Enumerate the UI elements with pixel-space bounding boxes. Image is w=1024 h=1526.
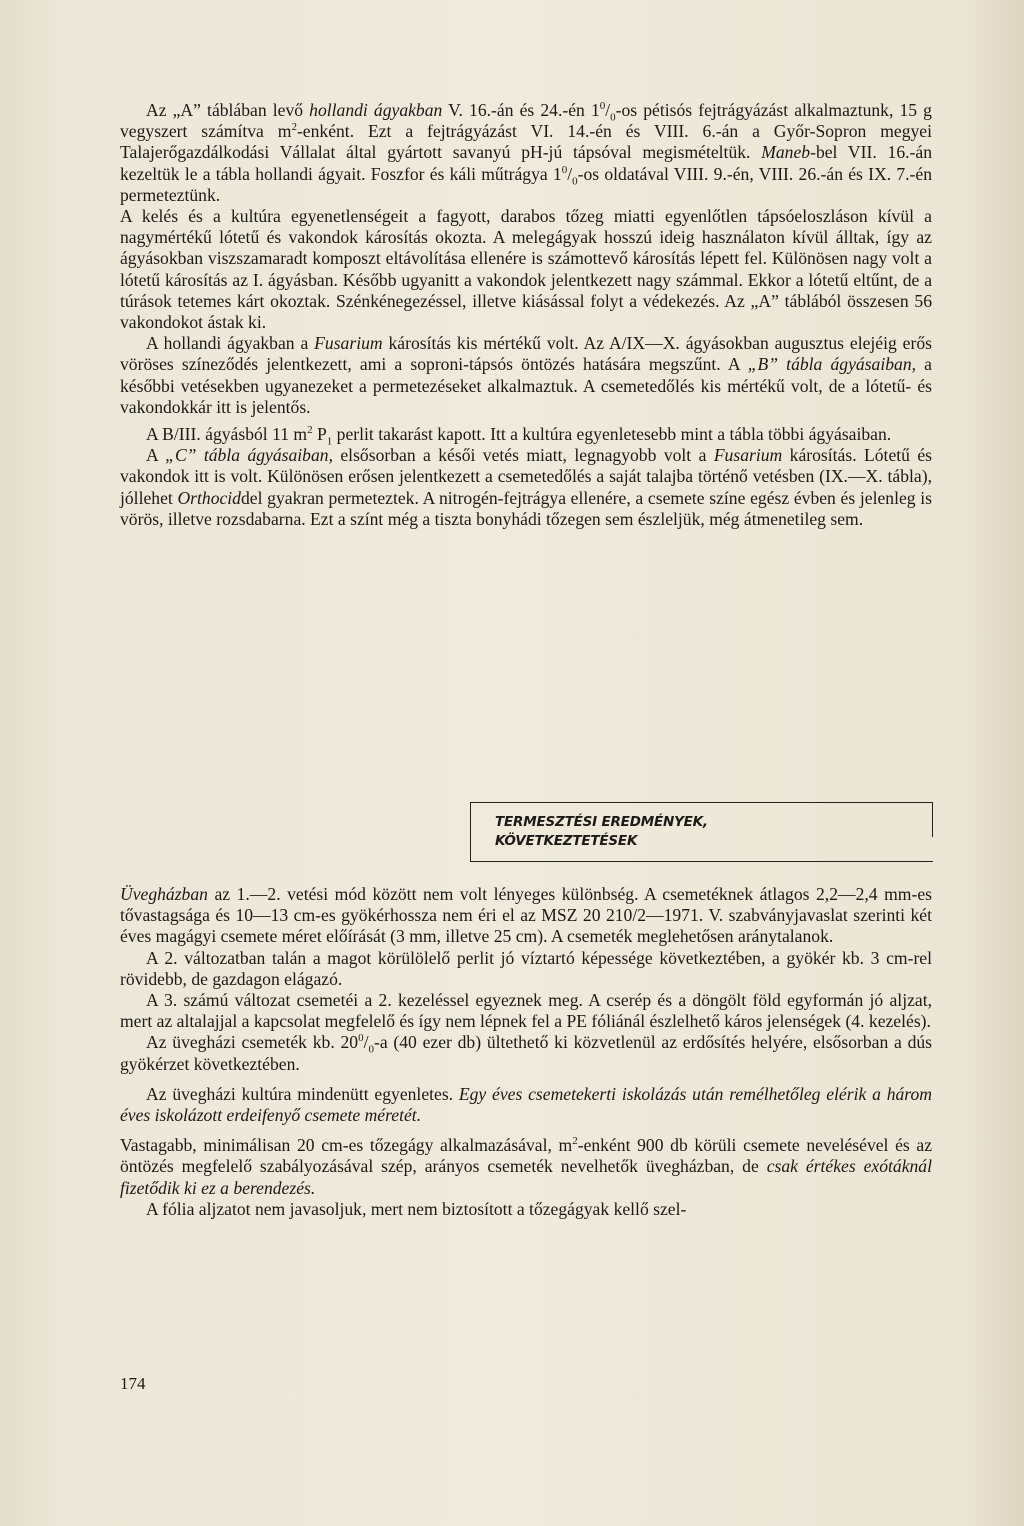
paragraph-variant-3: A 3. számú változat csemetéi a 2. kezeléssel egyeznek meg. A cserép és a döngölt föld egyformán jó aljzat, mert az altalajjal a kapcsolat megfelelő és így nem lépnek fel a PE fóliánál észlelhető káros jelenségek (4. kezelés). xyxy=(120,990,932,1032)
heading-box-edge xyxy=(932,803,934,837)
paragraph-seedlings-transplant: Az üvegházi csemeték kb. $20^0/_0-a$ (40 ezer db) ültethető ki közvetlenül az erdősítés helyére, elsősorban a dús gyökérzet következtében. xyxy=(120,1032,933,1074)
section-heading: TERMESZTÉSI EREDMÉNYEK, KÖVETKEZTETÉSEK xyxy=(495,814,708,849)
paragraph-table-c: A „C” tábla ágyásaiban, elsősorban a késői vetés miatt, legnagyobb volt a Fusarium károsítás. Lótetű és vakondok itt is volt. Különösen erősen jelentkezett a csemetedőlés a saját talajba történő vetésben (IX.—X. tábla), jóllehet Orthociddel gyakran permeteztek. A nitrogén-fejtrágya ellenére, a csemete színe egész évben és jelenleg is vörös, illetve rozsdabarna. Ezt a színt még a tiszta bonyhádi tőzegen sem észleljük, még átmenetileg sem. xyxy=(120,445,932,529)
paragraph-fusarium: A hollandi ágyakban a Fusarium károsítás kis mértékű volt. Az A/IX—X. ágyásokban augusztus elejéig erős vöröses színeződés jelentkezett, ami a soproni-tápsós öntözés hatására megszűnt. A „B” tábla ágyásaiban, a későbbi vetésekben ugyanezeket a permetezéseket alkalmaztuk. A csemetedőlés kis mértékű volt, de a lótetű- és vakondokkár itt is jelentős. xyxy=(120,333,932,417)
paragraph-peat-bed: Vastagabb, minimálisan 20 cm-es tőzegágy alkalmazásával, $m^2$-enként 900 db körüli csemete nevelésével és az öntözés megfelelő szabályozásával szép, arányos csemeték nevelhetők üvegházban, de csak értékes exótáknál fizetődik ki ez a berendezés. xyxy=(120,1135,933,1198)
section-cultivation-notes xyxy=(120,100,932,530)
paragraph-foil-substrate: A fólia aljzatot nem javasoljuk, mert nem biztosított a tőzegágyak kellő szel- xyxy=(146,1198,687,1219)
paragraph-perlite: A B/III. ágyásból 11 $m^2$ $P_1$ perlit takarást kapott. Itt a kultúra egyenletesebb mint a tábla többi ágyásaiban. xyxy=(146,424,892,448)
paragraph-variant-2: A 2. változatban talán a magot körülölelő perlit jó víztartó képessége következtében, a gyökér kb. 3 cm-rel rövidebb, de gazdagon elágazó. xyxy=(120,947,932,989)
paragraph-greenhouse: Üvegházban az 1.—2. vetési mód között nem volt lényeges különbség. A csemetéknek átlagos 2,2—2,4 mm-es tővastagsága és 10—13 cm-es gyökérhossza nem éri el az MSZ 20 210/2—1971. V. szabványjavaslat szerinti két éves magágyi csemete méret előírását (3 mm, illetve 25 cm). A csemeték meglehetősen aránytalanok. xyxy=(120,884,932,947)
paragraph-fertilization: Az „A” táblában levő hollandi ágyakban V. 16.-án és 24.-én $1^0/_0-os$ pétisós fejtrágyázást alkalmaztunk, 15 g vegyszert számítva $m^2$-enként. Ezt a fejtrágyázást VI. 14.-én és VIII. 6.-án a Győr-Sopron megyei Talajerőgazdálkodási Vállalat által gyártott savanyú pH-jú tápsóval megismételtük. Maneb-bel VII. 16.-án kezeltük le a tábla hollandi ágyait. Foszfor és káli műtrágya $1^0/_0-os$ oldatával VIII. 9.-én, VIII. 26.-án és IX. 7.-én permeteztünk. xyxy=(120,100,932,205)
paragraph-uniform-culture: Az üvegházi kultúra mindenütt egyenletes. Egy éves csemetekerti iskolázás után remélhetőleg elérik a három éves iskolázott erdeifenyő csemete méretét. xyxy=(120,1083,932,1126)
section-results xyxy=(120,884,932,1220)
section-heading-box xyxy=(470,802,933,862)
paragraph-damage: A kelés és a kultúra egyenetlenségeit a fagyott, darabos tőzeg miatti egyenlőtlen tápsóeloszláson kívül a nagymértékű lótetű és vakondok károsítás okozta. A melegágyak hosszú ideig használaton kívül álltak, így az ágyásokban viszszamaradt komposzt eltávolítása ellenére is számottevő károsítás lépett fel. Különösen nagy volt a lótetű károsítás az I. ágyásban. Később ugyanitt a vakondok jelentkezett nagy számmal. Ekkor a lótetű eltűnt, de a túrások tetemes kárt okoztak. Szénkénegezéssel, illetve kiásással folyt a védekezés. Az „A” táblából összesen 56 vakondokot ástak ki. xyxy=(120,206,932,333)
page-number: 174 xyxy=(120,1374,146,1393)
